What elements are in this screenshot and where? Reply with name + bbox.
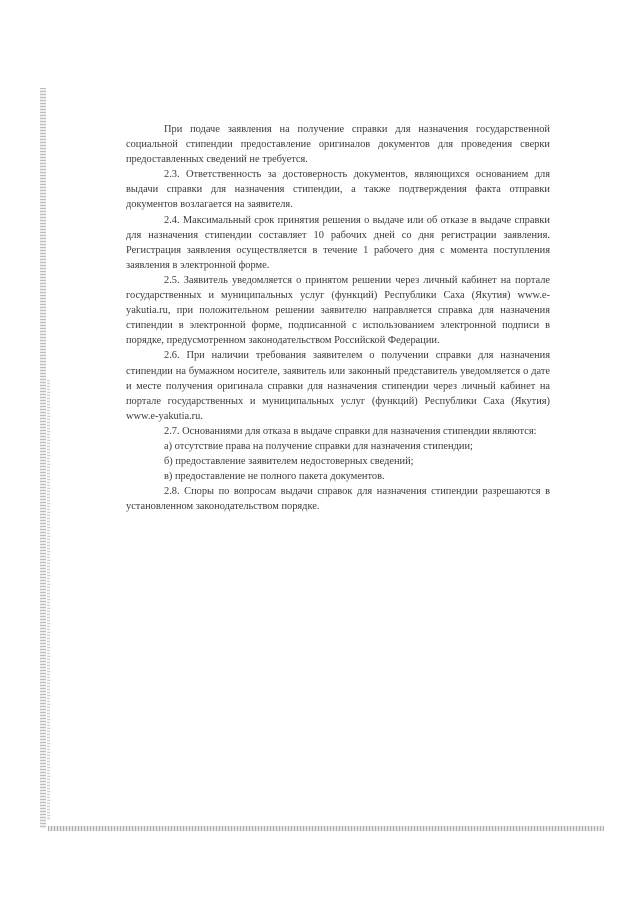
paragraph-2-5: 2.5. Заявитель уведомляется о принятом решении через личный кабинет на портале государственных и муниципальных услуг (функций) Республики Саха (Якутия) www.e-yakutia.ru, при положительном решении заявителю направляется справка для назначения стипендии в электронной форме, подписанной с использованием электронной подписи в порядке, предусмотренном законодательством Российской Федерации. [126,274,550,347]
paragraph-2-7: 2.7. Основаниями для отказа в выдаче справки для назначения стипендии являются: [164,425,537,437]
paragraph-originals-not-required: При подаче заявления на получение справки для назначения государственной социальной стипендии предоставление оригиналов документов для проведения сверки предоставленных сведений не требуется. [126,124,550,166]
list-item-v: в) предоставление не полного пакета документов. [164,471,385,483]
list-item-a: а) отсутствие права на получение справки для назначения стипендии; [164,440,473,452]
paragraph-2-3: 2.3. Ответственность за достоверность документов, являющихся основанием для выдачи справки для назначения стипендии, а также подтверждения факта отправки документов возлагается на заявителя. [126,169,550,211]
document-body [126,122,550,514]
scan-edge-left-inner [47,380,50,820]
scan-edge-bottom [48,826,604,831]
list-item-b: б) предоставление заявителем недостоверных сведений; [164,456,414,468]
paragraph-2-8: 2.8. Споры по вопросам выдачи справок для назначения стипендии разрешаются в установленном законодательством порядке. [126,486,550,513]
paragraph-2-4: 2.4. Максимальный срок принятия решения о выдаче или об отказе в выдаче справки для назначения стипендии составляет 10 рабочих дней со дня регистрации заявления. Регистрация заявления осуществляется в течение 1 рабочего дня с момента поступления заявления в электронной форме. [126,214,550,271]
paragraph-2-6: 2.6. При наличии требования заявителем о получении справки для назначения стипендии на бумажном носителе, заявитель или законный представитель уведомляется о дате и месте получения оригинала справки для назначения стипендии через личный кабинет на портале государственных и муниципальных услуг (функций) Республики Саха (Якутия) www.e-yakutia.ru. [126,350,550,422]
scan-edge-left [40,88,46,828]
